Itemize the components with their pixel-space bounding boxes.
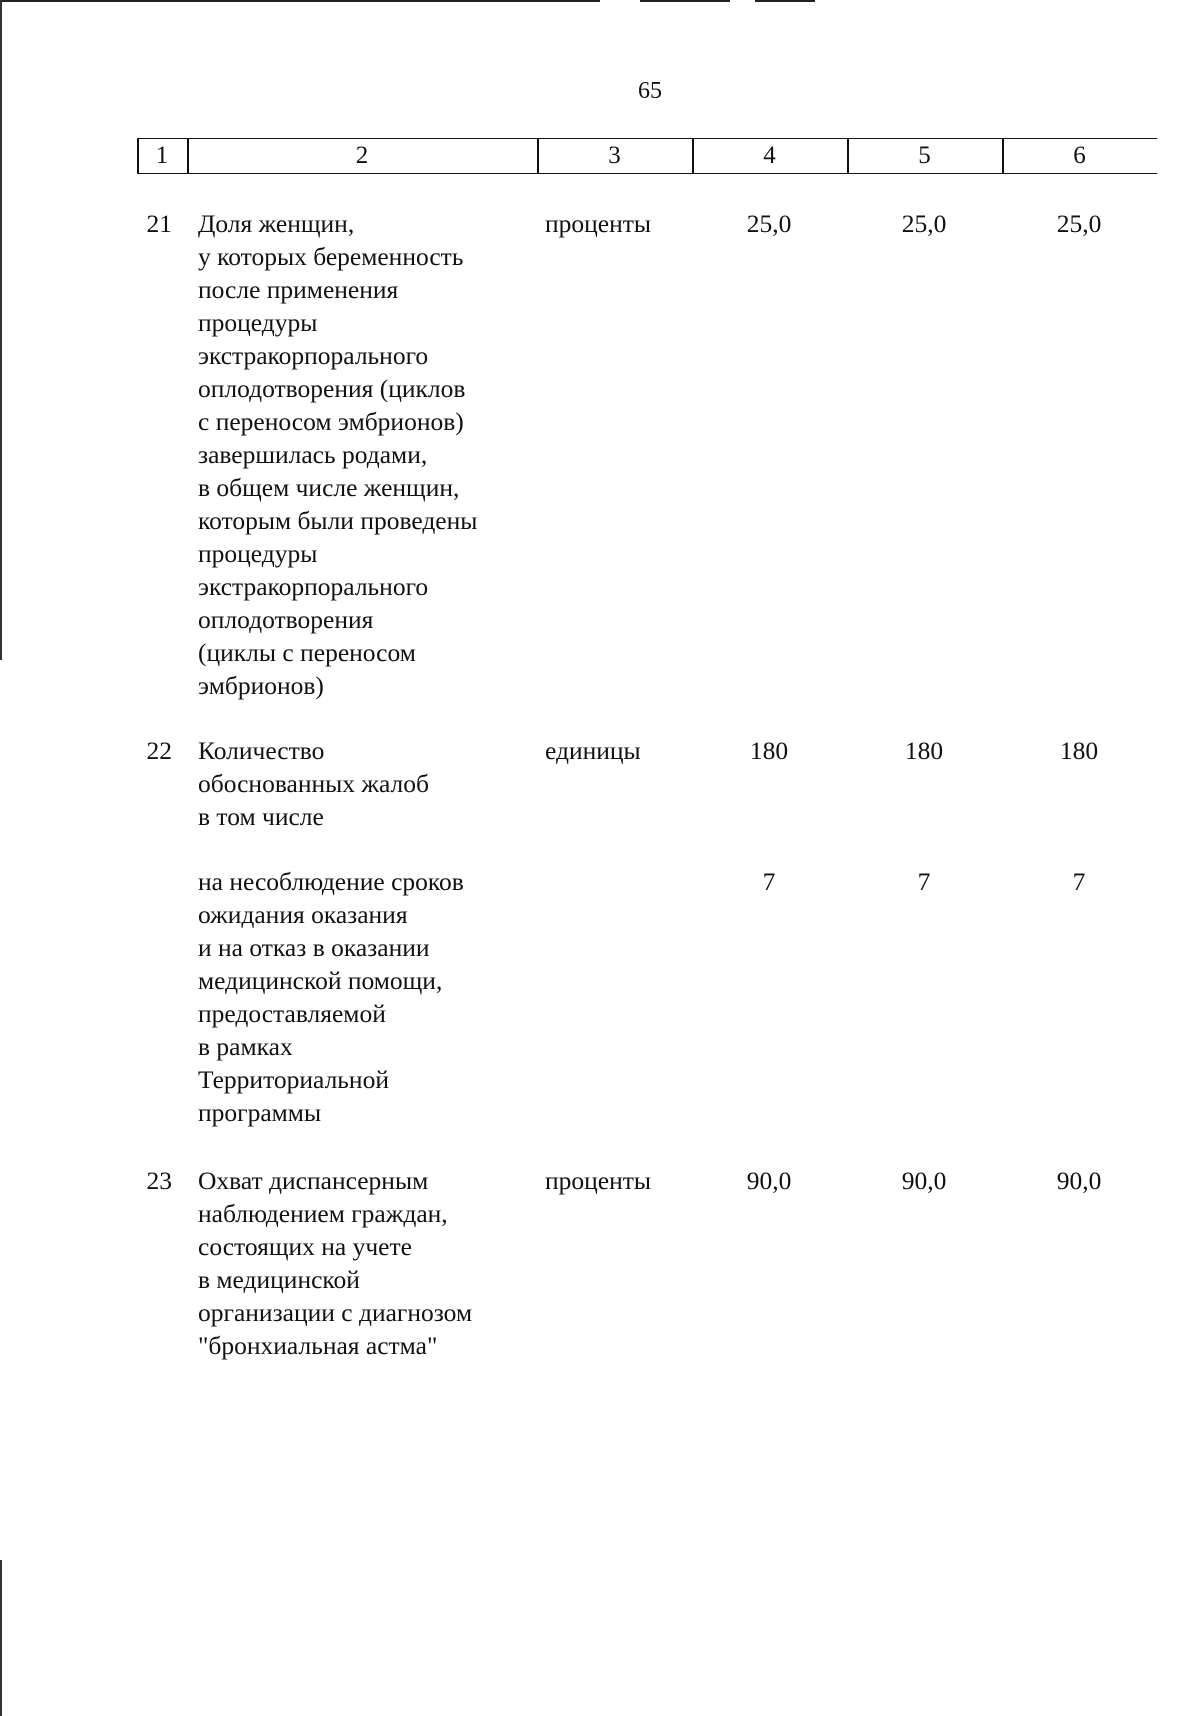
indicator-name-line: состоящих на учете bbox=[198, 1232, 412, 1261]
scan-edge-left-1 bbox=[0, 0, 2, 660]
indicator-name-line: Территориальной bbox=[198, 1065, 389, 1094]
indicator-name-line: и на отказ в оказании bbox=[198, 933, 430, 962]
indicator-name-line: с переносом эмбрионов) bbox=[198, 407, 464, 436]
header-cell-4: 4 bbox=[763, 142, 776, 169]
indicator-name bbox=[198, 1164, 528, 1362]
indicator-name-line: экстракорпорального bbox=[198, 341, 429, 370]
value-col-6: 90,0 bbox=[1056, 1166, 1102, 1195]
row-number: 23 bbox=[146, 1166, 172, 1195]
indicator-name-line: программы bbox=[198, 1098, 322, 1127]
indicator-name-line: обоснованных жалоб bbox=[198, 769, 430, 798]
scan-edge-left-2 bbox=[0, 1560, 2, 1716]
header-cell-1: 1 bbox=[155, 142, 169, 169]
unit-of-measure: единицы bbox=[545, 736, 641, 765]
header-cell-5: 5 bbox=[918, 142, 931, 169]
header-cell-6: 6 bbox=[1073, 142, 1086, 169]
value-col-4: 180 bbox=[749, 736, 789, 765]
indicator-name-line: на несоблюдение сроков bbox=[198, 867, 464, 896]
header-cell-2: 2 bbox=[355, 142, 369, 169]
unit-of-measure: проценты bbox=[545, 209, 652, 238]
indicator-name-line: процедуры bbox=[198, 308, 318, 337]
indicator-name-line: медицинской помощи, bbox=[198, 966, 443, 995]
scan-edge-top-3 bbox=[755, 0, 815, 2]
indicator-name bbox=[198, 865, 528, 1129]
indicator-name-line: эмбрионов) bbox=[198, 671, 324, 700]
indicator-name-line: Доля женщин, bbox=[198, 209, 355, 238]
page-number: 65 bbox=[638, 78, 662, 104]
table-header-row bbox=[137, 138, 1157, 174]
header-cell-3: 3 bbox=[608, 142, 621, 169]
scan-edge-top-1 bbox=[0, 0, 600, 2]
value-col-6: 7 bbox=[1072, 867, 1086, 896]
scan-edge-top-2 bbox=[640, 0, 730, 2]
indicator-name-line: в рамках bbox=[198, 1032, 293, 1061]
indicator-name-line: которым были проведены bbox=[198, 506, 478, 535]
indicator-name-line: после применения bbox=[198, 275, 399, 304]
indicator-name-line: "бронхиальная астма" bbox=[198, 1331, 438, 1360]
indicator-name-line: ожидания оказания bbox=[198, 900, 408, 929]
value-col-4: 25,0 bbox=[746, 209, 792, 238]
value-col-5: 7 bbox=[917, 867, 931, 896]
value-col-5: 90,0 bbox=[901, 1166, 947, 1195]
value-col-5: 180 bbox=[904, 736, 944, 765]
value-col-5: 25,0 bbox=[901, 209, 947, 238]
indicator-name-line: Количество bbox=[198, 736, 325, 765]
indicator-name-line: у которых беременность bbox=[198, 242, 464, 271]
indicator-name bbox=[198, 207, 528, 702]
indicator-name-line: наблюдением граждан, bbox=[198, 1199, 448, 1228]
indicator-name-line: (циклы с переносом bbox=[198, 638, 416, 667]
indicator-name-line: оплодотворения (циклов bbox=[198, 374, 466, 403]
value-col-4: 7 bbox=[762, 867, 776, 896]
indicator-name-line: в том числе bbox=[198, 802, 324, 831]
indicator-name bbox=[198, 734, 528, 833]
indicator-name-line: экстракорпорального bbox=[198, 572, 429, 601]
row-number: 22 bbox=[146, 736, 172, 765]
indicator-name-line: в медицинской bbox=[198, 1265, 360, 1294]
value-col-4: 90,0 bbox=[746, 1166, 792, 1195]
indicator-name-line: завершилась родами, bbox=[198, 440, 428, 469]
value-col-6: 180 bbox=[1059, 736, 1099, 765]
unit-of-measure: проценты bbox=[545, 1166, 652, 1195]
indicator-name-line: Охват диспансерным bbox=[198, 1166, 429, 1195]
indicator-name-line: в общем числе женщин, bbox=[198, 473, 460, 502]
indicator-name-line: оплодотворения bbox=[198, 605, 374, 634]
indicator-name-line: предоставляемой bbox=[198, 999, 386, 1028]
indicator-name-line: организации с диагнозом bbox=[198, 1298, 473, 1327]
value-col-6: 25,0 bbox=[1056, 209, 1102, 238]
indicator-name-line: процедуры bbox=[198, 539, 318, 568]
row-number: 21 bbox=[146, 209, 172, 238]
